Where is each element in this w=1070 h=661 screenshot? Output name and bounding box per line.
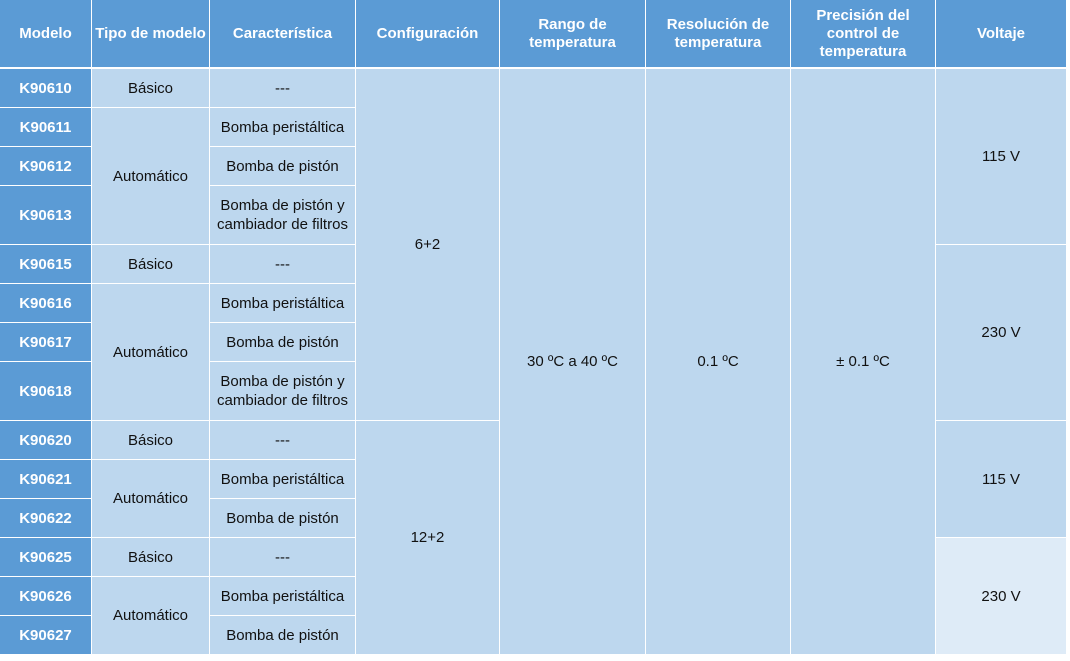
voltaje-cell: 230 V — [936, 245, 1067, 421]
rango-cell: 30 ºC a 40 ºC — [500, 69, 646, 655]
caracteristica-cell: Bomba peristáltica — [210, 108, 356, 147]
model-cell: K90620 — [0, 421, 92, 460]
col-header-precision: Precisión del control de temperatura — [791, 0, 936, 69]
model-cell: K90610 — [0, 69, 92, 108]
model-cell: K90622 — [0, 499, 92, 538]
tipo-cell: Automático — [92, 460, 210, 538]
caracteristica-cell: Bomba peristáltica — [210, 577, 356, 616]
col-header-caracteristica: Característica — [210, 0, 356, 69]
tipo-cell: Automático — [92, 108, 210, 245]
model-cell: K90625 — [0, 538, 92, 577]
model-cell: K90618 — [0, 362, 92, 421]
tipo-cell: Básico — [92, 538, 210, 577]
caracteristica-cell: Bomba de pistón y cambiador de filtros — [210, 186, 356, 245]
caracteristica-cell: --- — [210, 538, 356, 577]
model-cell: K90617 — [0, 323, 92, 362]
model-cell: K90621 — [0, 460, 92, 499]
caracteristica-cell: Bomba de pistón — [210, 499, 356, 538]
model-cell: K90616 — [0, 284, 92, 323]
configuracion-cell: 12+2 — [356, 421, 500, 655]
col-header-modelo: Modelo — [0, 0, 92, 69]
col-header-voltaje: Voltaje — [936, 0, 1067, 69]
caracteristica-cell: --- — [210, 69, 356, 108]
resolucion-cell: 0.1 ºC — [646, 69, 791, 655]
caracteristica-cell: Bomba de pistón y cambiador de filtros — [210, 362, 356, 421]
caracteristica-cell: Bomba peristáltica — [210, 460, 356, 499]
model-cell: K90627 — [0, 616, 92, 655]
tipo-cell: Básico — [92, 245, 210, 284]
col-header-configuracion: Configuración — [356, 0, 500, 69]
col-header-rango: Rango de temperatura — [500, 0, 646, 69]
caracteristica-cell: Bomba de pistón — [210, 616, 356, 655]
model-cell: K90613 — [0, 186, 92, 245]
caracteristica-cell: Bomba de pistón — [210, 147, 356, 186]
model-cell: K90612 — [0, 147, 92, 186]
header-row — [0, 0, 1067, 69]
voltaje-cell: 115 V — [936, 69, 1067, 245]
voltaje-cell: 115 V — [936, 421, 1067, 538]
caracteristica-cell: --- — [210, 245, 356, 284]
caracteristica-cell: Bomba peristáltica — [210, 284, 356, 323]
tipo-cell: Básico — [92, 421, 210, 460]
tipo-cell: Básico — [92, 69, 210, 108]
voltaje-cell: 230 V — [936, 538, 1067, 655]
table-row — [0, 69, 1067, 108]
col-header-resolucion: Resolución de temperatura — [646, 0, 791, 69]
precision-cell: ± 0.1 ºC — [791, 69, 936, 655]
col-header-tipo: Tipo de modelo — [92, 0, 210, 69]
tipo-cell: Automático — [92, 284, 210, 421]
tipo-cell: Automático — [92, 577, 210, 655]
model-cell: K90615 — [0, 245, 92, 284]
configuracion-cell: 6+2 — [356, 69, 500, 421]
model-cell: K90611 — [0, 108, 92, 147]
caracteristica-cell: --- — [210, 421, 356, 460]
model-cell: K90626 — [0, 577, 92, 616]
caracteristica-cell: Bomba de pistón — [210, 323, 356, 362]
